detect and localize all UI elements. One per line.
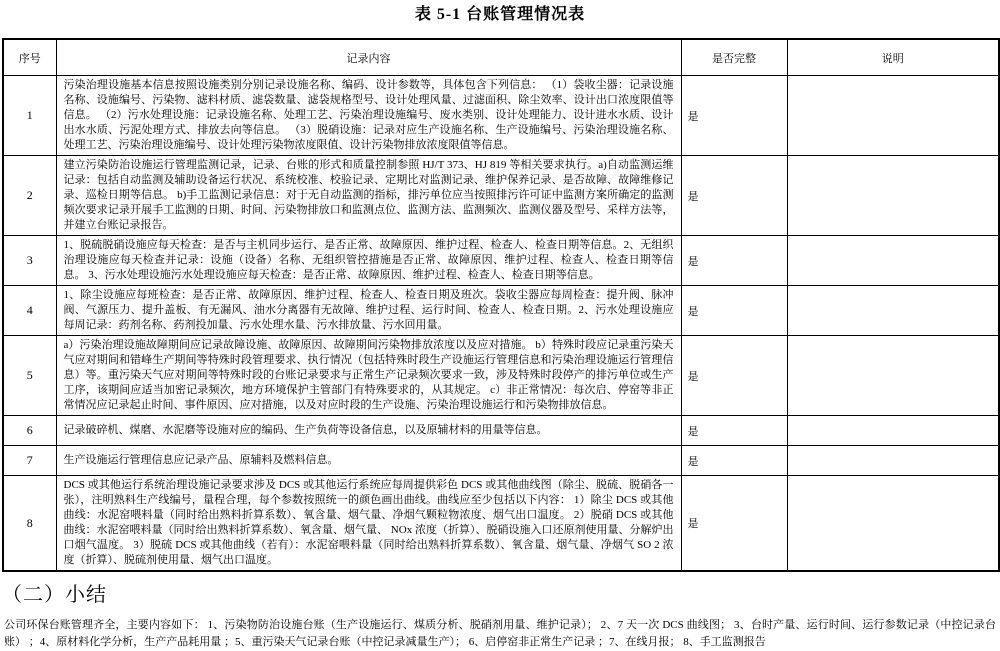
- note-cell: [787, 446, 999, 476]
- row-number-cell: 8: [3, 476, 56, 572]
- row-number-cell: 4: [3, 286, 56, 336]
- record-content-cell: 记录破碎机、煤磨、水泥磨等设施对应的编码、生产负荷等设备信息，以及原辅材料的用量等信息。: [56, 416, 681, 446]
- record-content-cell: 生产设施运行管理信息应记录产品、原辅料及燃料信息。: [56, 446, 681, 476]
- record-content-cell: 1、除尘设施应每班检查：是否正常、故障原因、维护过程、检查人、检查日期及班次。袋收尘器应每周检查：提升阀、脉冲阀、气源压力、提升盖板、有无漏风、油水分离器有无故障、维护过程、运行时间、检查人、检查日期。2、污水处理设施应每周记录：药剂名称、药剂投加量、污水处理水量、污水排放量、污水回用量。: [56, 286, 681, 336]
- note-cell: [787, 76, 999, 156]
- row-number-cell: 3: [3, 236, 56, 286]
- table-row: [3, 446, 999, 476]
- note-cell: [787, 416, 999, 446]
- record-content-cell: 1、脱硫脱硝设施应每天检查：是否与主机同步运行、是否正常、故障原因、维护过程、检查人、检查日期等信息。2、无组织治理设施应每天检查并记录：设施（设备）名称、无组织管控措施是否正常、故障原因、维护过程、检查人、检查日期等信息。 3、污水处理设施污水处理设施应每天检查：是否正常、故障原因、维护过程、检查人、检查日期等信息。: [56, 236, 681, 286]
- note-cell: [787, 286, 999, 336]
- row-number-cell: 7: [3, 446, 56, 476]
- row-number-cell: 6: [3, 416, 56, 446]
- table-row: [3, 236, 999, 286]
- complete-cell: 是: [681, 446, 787, 476]
- section-heading-summary: （二）小结: [2, 584, 107, 606]
- table-row: [3, 336, 999, 416]
- record-content-cell: a）污染治理设施故障期间应记录故障设施、故障原因、故障期间污染物排放浓度以及应对措施。 b）特殊时段应记录重污染天气应对期间和错峰生产期间等特殊时段管理要求、执行情况（包括特殊时段生产设施运行管理信息和污染治理设施运行管理信息）等。重污染天气应对期间等特殊时段的台账记录要求与正常生产记录频次要求一致，涉及特殊时段停产的排污单位或生产工序，该期间应适当加密记录频次，地方环境保护主管部门有特殊要求的，从其规定。 c）非正常情况：每次启、停窑等非正常情况应记录起止时间、事件原因、应对措施，以及对应时段的生产设施、污染治理设施运行和污染物排放信息。: [56, 336, 681, 416]
- table-row: [3, 156, 999, 236]
- complete-cell: 是: [681, 476, 787, 572]
- row-number-cell: 1: [3, 76, 56, 156]
- header-complete: 是否完整: [681, 39, 787, 76]
- header-note: 说明: [787, 39, 999, 76]
- table-header-row: [3, 39, 999, 76]
- table-row: [3, 286, 999, 336]
- table-row: [3, 476, 999, 572]
- note-cell: [787, 236, 999, 286]
- note-cell: [787, 476, 999, 572]
- row-number-cell: 2: [3, 156, 56, 236]
- complete-cell: 是: [681, 336, 787, 416]
- summary-paragraph: 公司环保台账管理齐全，主要内容如下： 1、污染物防治设施台账（生产设施运行、煤质分析、脱硝剂用量、维护记录）； 2、7 天一次 DCS 曲线图； 3、台时产量、运行时间、运行参数记录（中控记录台账） ；4、原材料化学分析，生产产品耗用量 ；5、重污染天气记录台账（中控记录减量生产）； 6、启停窑非正常生产记录 ；7、在线月报； 8、手工监测报告: [4, 619, 996, 648]
- table-row: [3, 76, 999, 156]
- complete-cell: 是: [681, 416, 787, 446]
- ledger-management-table: [2, 38, 1000, 572]
- note-cell: [787, 156, 999, 236]
- complete-cell: 是: [681, 76, 787, 156]
- complete-cell: 是: [681, 156, 787, 236]
- table-row: [3, 416, 999, 446]
- record-content-cell: 污染治理设施基本信息按照设施类别分别记录设施名称、编码、设计参数等，具体包含下列信息： （1）袋收尘器：记录设施名称、设施编号、污染物、滤料材质、滤袋数量、滤袋规格型号、设计处理风量、过滤面积、除尘效率、设计出口浓度限值等信息。 （2）污水处理设施：记录设施名称、处理工艺、污染治理设施编号、废水类别、设计处理能力、设计进水水质、设计出水水质、污泥处理方式、排放去向等信息。 （3）脱硝设施：记录对应生产设施名称、生产设施编号、污染治理设施名称、处理工艺、污染治理设施编号、设计处理污染物浓度限值、设计污染物排放浓度限值等信息。: [56, 76, 681, 156]
- record-content-cell: DCS 或其他运行系统治理设施记录要求涉及 DCS 或其他运行系统应每周提供彩色 DCS 或其他曲线图（除尘、脱硫、脱硝各一张），注明熟料生产线编号，量程合理，每个参数按照统一的颜色画出曲线。曲线应至少包括以下内容： 1）除尘 DCS 或其他曲线：水泥窑喂料量（同时给出熟料折算系数）、氧含量、烟气量、净烟气颗粒物浓度、烟气出口温度。 2）脱硝 DCS 或其他曲线：水泥窑喂料量（同时给出熟料折算系数）、氧含量、烟气量、 NOx 浓度（折算）、脱硝设施入口还原剂使用量、分解炉出口烟气温度。 3）脱硫 DCS 或其他曲线（若有）：水泥窑喂料量（同时给出熟料折算系数）、氧含量、烟气量、净烟气 SO 2 浓度（折算）、脱硫剂使用量、烟气出口温度。: [56, 476, 681, 572]
- note-cell: [787, 336, 999, 416]
- complete-cell: 是: [681, 286, 787, 336]
- complete-cell: 是: [681, 236, 787, 286]
- record-content-cell: 建立污染防治设施运行管理监测记录，记录、台账的形式和质量控制参照 HJ/T 373、HJ 819 等相关要求执行。a)自动监测运维记录：包括自动监测及辅助设备运行状况、系统校准、校验记录、定期比对监测记录、维护保养记录、是否故障、故障维修记录、巡检日期等信息。 b)手工监测记录信息：对于无自动监测的指标，排污单位应当按照排污许可证中监测方案所确定的监测频次要求记录开展手工监测的日期、时间、污染物排放口和监测点位、监测方法、监测频次、监测仪器及型号、采样方法等，并建立台账记录报告。: [56, 156, 681, 236]
- row-number-cell: 5: [3, 336, 56, 416]
- header-record-content: 记录内容: [56, 39, 681, 76]
- header-no: 序号: [3, 39, 56, 76]
- page-title: 表 5-1 台账管理情况表: [414, 6, 586, 23]
